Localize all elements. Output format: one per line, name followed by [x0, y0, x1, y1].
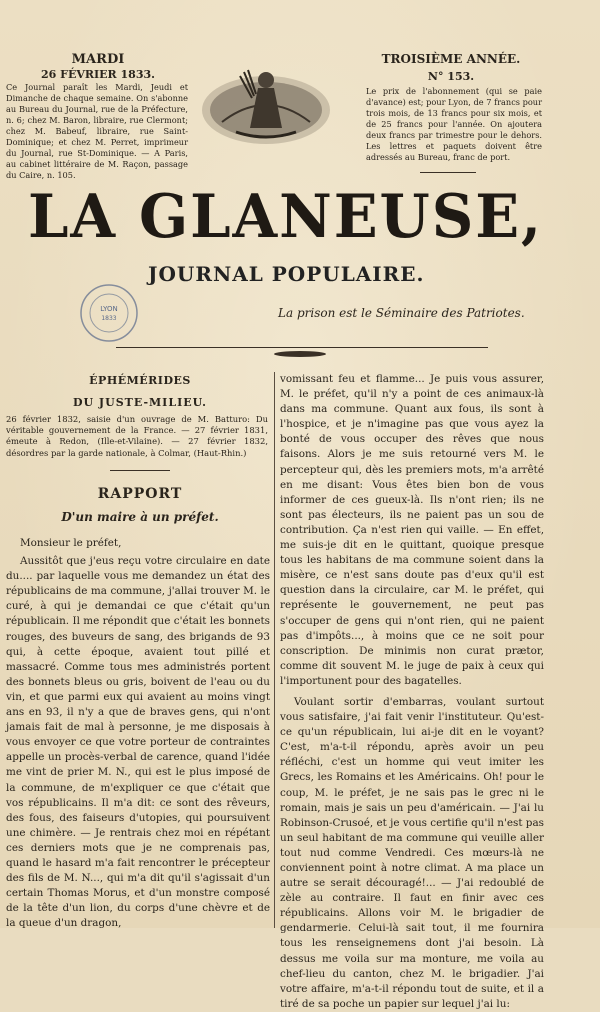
issue-number: N° 153.	[427, 70, 475, 83]
svg-text:LYON: LYON	[100, 305, 118, 313]
report-title: RAPPORT	[97, 486, 183, 502]
newspaper-title: LA GLANEUSE,	[28, 182, 544, 252]
volume-year: TROISIÈME ANNÉE.	[381, 52, 521, 66]
report-subtitle: D'un maire à un préfet.	[61, 510, 219, 524]
svg-text:1833: 1833	[101, 315, 117, 322]
column-divider	[274, 372, 275, 928]
report-salutation: Monsieur le préfet,	[20, 537, 122, 549]
ephemerides-text: 26 février 1832, saisie d'un ouvrage de M. Batturo: Du véritable gouvernement de la France. — 27 février 1831, émeute à Redon, (Ille-et-Vilaine). — 27 février 1832, désordres par la garde nationale, à Colmar, (Haut-Rhin.)	[6, 414, 268, 458]
newspaper-subtitle: JOURNAL POPULAIRE.	[148, 262, 425, 286]
report-continuation	[280, 372, 544, 1012]
publication-info: Ce Journal paraît les Mardi, Jeudi et Dimanche de chaque semaine. On s'abonne au Bureau du Journal, rue de la Préfecture, n. 6; chez M. Baron, libraire, rue Clermont; chez M. Babeuf, libraire, rue Saint-Dominique; et chez M. Perret, imprimeur du Journal, rue St-Dominique. — A Paris, au cabinet littéraire de M. Raçon, passage du Caire, n. 105.	[6, 82, 188, 180]
newspaper-motto: La prison est le Séminaire des Patriotes.	[278, 306, 525, 320]
ephemerides-title: ÉPHÉMÉRIDES	[89, 374, 191, 387]
ephemerides-subtitle: DU JUSTE-MILIEU.	[72, 396, 208, 409]
subscription-info: Le prix de l'abonnement (qui se paie d'avance) est; pour Lyon, de 7 francs pour trois mois, de 13 francs pour six mois, et de 25 francs pour l'année. On ajoutera deux francs par trimestre pour le dehors. Les lettres et paquets doivent être adressés au Bureau, franc de port.	[366, 86, 542, 162]
issue-day: MARDI	[71, 52, 125, 67]
divider-ornament	[270, 343, 330, 351]
report-text	[6, 536, 270, 931]
gleaner-vignette	[200, 58, 332, 150]
library-stamp	[78, 282, 140, 344]
header-right-rule	[420, 172, 476, 173]
report-paragraph-2: Voulant sortir d'embarras, voulant surtout vous satisfaire, j'ai fait venir l'instituteur. Qu'est-ce qu'un républicain, lui ai-je dit en le voyant? C'est, m'a-t-il répondu, après avoir un peu réfléchi, c'est un homme qui veut imiter les Grecs, les Romains et les Américains. Oh! pour le coup, M. le préfet, je ne sais pas le grec ni le romain, mais je sais un peu d'américain. — J'ai lu Robinson-Crusoé, et je vous certifie qu'il n'est pas un seul habitant de ma commune qui veuille aller tout nud comme Vendredi. Ces mœurs-là ne conviennent point à notre climat. A ma place un autre se serait découragé!... — J'ai redoublé de zèle au contraire. Il faut en finir avec ces républicains. Allons voir M. le brigadier de gendarmerie. Celui-là sait tout, il me fournira tous les renseignemens dont j'ai besoin. Là dessus me voila sur ma monture, me voila au chef-lieu du canton, chez M. le brigadier. J'ai votre affaire, m'a-t-il répondu tout de suite, et il a tiré de sa poche un papier sur lequel j'ai lu:	[280, 695, 544, 1010]
report-body: Aussitôt que j'eus reçu votre circulaire en date du.... par laquelle vous me demandez un état des républicains de ma commune, j'allai trouver M. le curé, à qui je demandai ce que c'était qu'un républicain. Il me répondit que c'était les bonnets rouges, des buveurs de sang, des brigands de 93 qui, à cette époque, avaient tout pillé et massacré. Comme tous mes administrés portent des bonnets bleus ou gris, boivent de l'eau ou du vin, et que parmi eux qui avaient au moins vingt ans en 93, il n'y a que de braves gens, qui n'ont jamais fait de mal à personne, je me disposais à vous envoyer ce que votre porteur de contraintes appelle un procès-verbal de carence, quand l'idée me vint de prier M. N., qui est le plus imposé de la commune, de m'expliquer ce que c'était que vos républicains. Il m'a dit: ce sont des rêveurs, des fous, des faiseurs d'utopies, qui poursuivent une chimère. — Je rentrais chez moi en répétant ces derniers mots que je ne comprenais pas, quand le hasard m'a fait rencontrer le précepteur des fils de M. N..., qui m'a dit qu'il s'agissait d'un certain Thomas Morus, et d'un monstre composé de la tête d'un lion, du corps d'une chèvre et de la queue d'un dragon,	[6, 555, 270, 930]
report-paragraph-1: vomissant feu et flamme... Je puis vous assurer, M. le préfet, qu'il n'y a point de ces animaux-là dans ma commune. Quant aux fous, ils sont à l'hospice, et je n'imagine pas que vous ayez la bonté de vous occuper des rêves que nous faisons. Alors je me suis retourné vers M. le percepteur qui, dès les premiers mots, m'a arrêté en me disant: Vous êtes bien bon de vous informer de ces gueux-là. Ils n'ont rien; ils ne sont pas électeurs, ils ne paient pas un sou de contribution. Ça n'est rien qui vaille. — En effet, me suis-je dit en le quittant, quoique presque tous les habitans de ma commune soient dans la misère, ce n'est sans doute pas d'eux qu'il est question dans la circulaire, car M. le préfet, qui représente le gouvernement, ne peut pas s'occuper de gens qui n'ont rien, qui ne paient pas d'impôts..., à moins que ce ne soit pour conscription. De minimis non curat prætor, comme dit souvent M. le juge de paix à ceux qui l'importunent pour des bagatelles.	[280, 373, 544, 687]
issue-date: 26 FÉVRIER 1833.	[41, 68, 155, 81]
ephemerides-rule	[110, 470, 170, 471]
